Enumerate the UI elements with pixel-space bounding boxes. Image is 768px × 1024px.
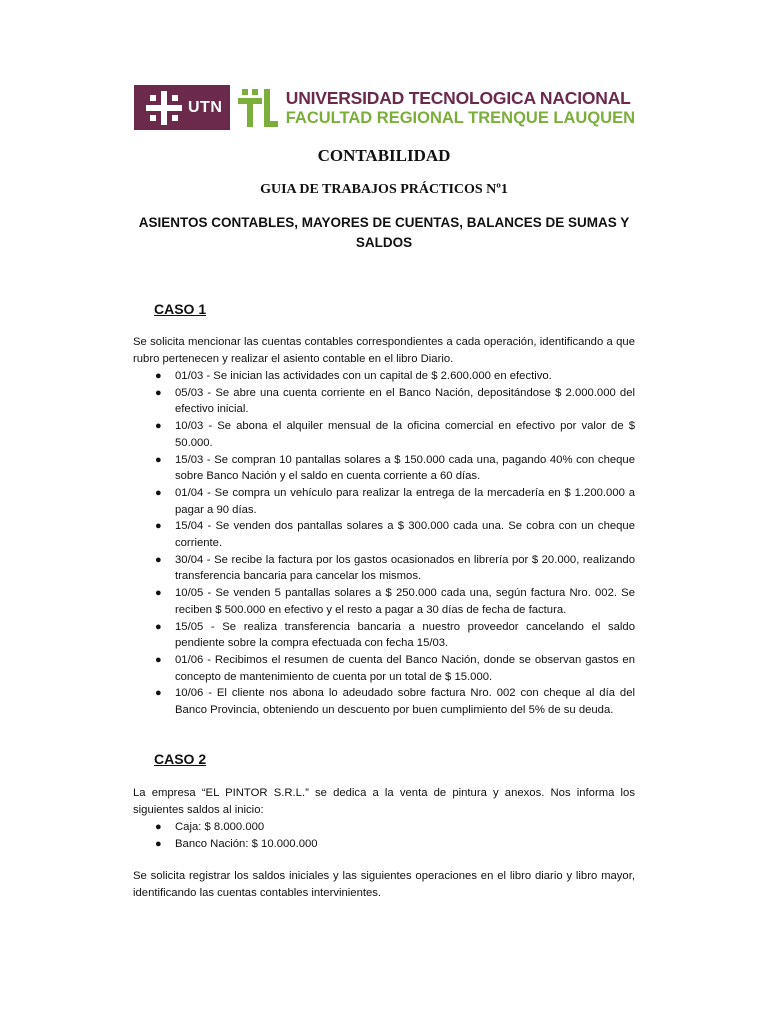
bullet-icon: ● [155, 620, 162, 633]
list-item: ● Caja: $ 8.000.000 [133, 819, 635, 836]
caso2-closing: Se solicita registrar los saldos iniciales y las siguientes operaciones en el libro diario y libro mayor, identificando las cuentas contables intervinientes. [133, 870, 635, 899]
caso2-heading: CASO 2 [154, 751, 207, 767]
list-item: ● 05/03 - Se abre una cuenta corriente en el Banco Nación, depositándose $ 2.000.000 del efectivo inicial. [155, 386, 635, 416]
frtl-logo-icon [238, 85, 278, 130]
bullet-icon: ● [155, 553, 162, 566]
logo-text: UTN [188, 98, 223, 116]
bullet-icon: ● [155, 587, 162, 600]
bullet-icon: ● [155, 386, 162, 399]
caso1-heading: CASO 1 [154, 301, 207, 317]
university-name: UNIVERSIDAD TECNOLOGICA NACIONAL [285, 87, 631, 108]
list-item: ● 30/04 - Se recibe la factura por los gastos ocasionados en librería por $ 20.000, realizando transferencia bancaria para cancelar los mismos. [155, 553, 635, 583]
banner-text [286, 85, 635, 130]
utn-emblem-icon [146, 91, 182, 125]
bullet-icon: ● [155, 837, 162, 850]
bullet-icon: ● [155, 420, 162, 433]
bullet-icon: ● [155, 486, 162, 499]
caso1-list [133, 368, 635, 719]
list-item: ● 10/03 - Se abona el alquiler mensual de la oficina comercial en efectivo por valor de $ 50.000. [155, 420, 635, 449]
utn-logo [134, 85, 230, 130]
bullet-icon: ● [155, 370, 162, 382]
list-item: ● 15/05 - Se realiza transferencia bancaria a nuestro proveedor cancelando el saldo pendiente sobre la compra efectuada con fecha 15/03. [155, 620, 635, 650]
bullet-icon: ● [155, 453, 162, 466]
bullet-icon: ● [155, 687, 162, 700]
document-title: CONTABILIDAD [317, 146, 451, 165]
list-item: ● 01/03 - Se inician las actividades con un capital de $ 2.600.000 en efectivo. [133, 368, 635, 385]
list-item: ● 15/04 - Se venden dos pantallas solares a $ 300.000 cada una. Se cobra con un cheque corriente. [155, 520, 635, 550]
list-item: ● 01/06 - Recibimos el resumen de cuenta del Banco Nación, donde se observan gastos en concepto de mantenimiento de cuenta por un total de $ 15.000. [155, 653, 635, 683]
list-item: ● 15/03 - Se compran 10 pantallas solares a $ 150.000 cada una, pagando 40% con cheque sobre Banco Nación y el saldo en cuenta corriente a 60 días. [155, 453, 635, 483]
university-banner [134, 85, 635, 130]
caso2-intro: La empresa “EL PINTOR S.R.L.” se dedica a la venta de pintura y anexos. Nos informa los siguientes saldos al inicio: [133, 787, 635, 816]
list-item: ● 01/04 - Se compra un vehículo para realizar la entrega de la mercadería en $ 1.200.000 a pagar a 90 días. [155, 486, 635, 516]
caso1-intro: Se solicita mencionar las cuentas contables correspondientes a cada operación, identificando a que rubro pertenecen y realizar el asiento contable en el libro Diario. [133, 336, 635, 365]
document-topic: ASIENTOS CONTABLES, MAYORES DE CUENTAS, BALANCES DE SUMAS Y SALDOS [138, 215, 630, 250]
bullet-icon: ● [155, 821, 162, 833]
list-item: ● 10/05 - Se venden 5 pantallas solares a $ 250.000 cada una, según factura Nro. 002. Se reciben $ 500.000 en efectivo y el resto a pagar a 30 días de fecha de factura. [155, 587, 635, 616]
document-subtitle: GUIA DE TRABAJOS PRÁCTICOS Nº1 [260, 182, 508, 197]
bullet-icon: ● [155, 653, 162, 666]
faculty-name: FACULTAD REGIONAL TRENQUE LAUQUEN [285, 108, 635, 127]
list-item: ● Banco Nación: $ 10.000.000 [133, 836, 635, 853]
list-item: ● 10/06 - El cliente nos abona lo adeudado sobre factura Nro. 002 con cheque al día del Banco Provincia, obteniendo un descuento por buen cumplimiento del 5% de su deuda. [155, 687, 635, 717]
bullet-icon: ● [155, 520, 162, 533]
caso2-list [133, 819, 635, 852]
